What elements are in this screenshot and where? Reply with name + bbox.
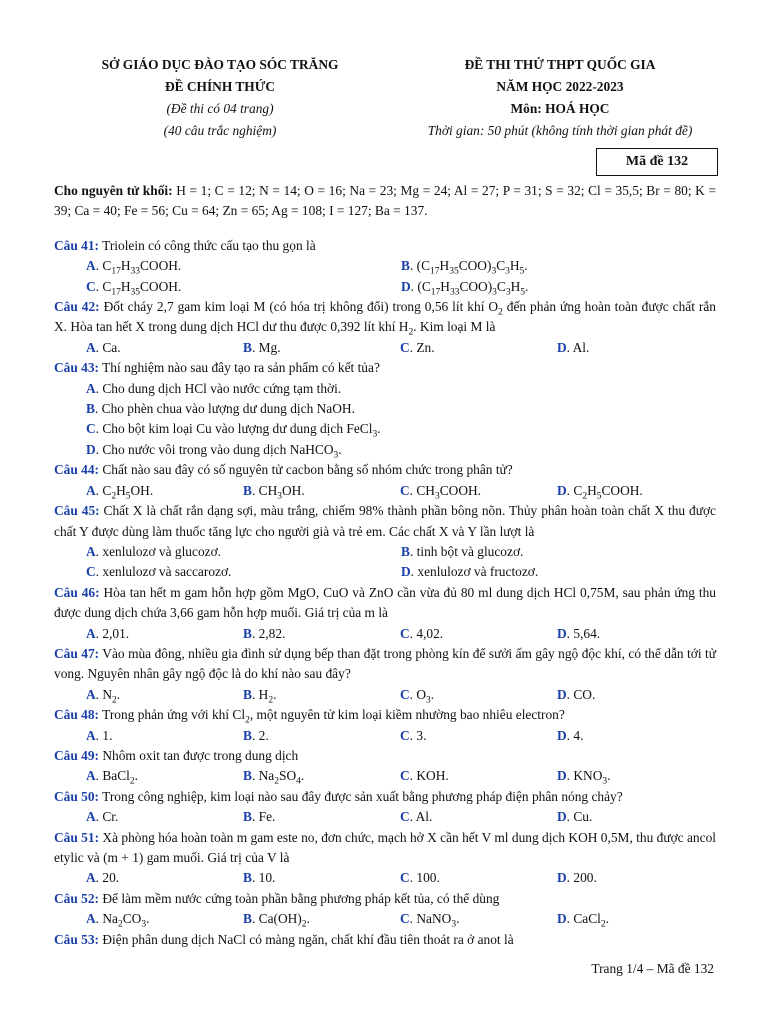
question — [54, 644, 716, 705]
option-c[interactable] — [86, 562, 401, 582]
option-text: . $Ca(OH)_2$. — [251, 911, 310, 930]
option-text: . $C_{17}H_{33}COOH$. — [95, 258, 182, 277]
question-number: Câu 42: — [54, 299, 100, 315]
question-stem — [54, 828, 716, 869]
option-row — [54, 685, 716, 705]
option-d[interactable] — [401, 562, 716, 582]
question-stem — [54, 501, 716, 542]
option-text: . NaNO$_3$. — [409, 911, 460, 930]
question-stem — [54, 705, 716, 725]
option-letter: D — [401, 278, 411, 294]
option-d[interactable] — [557, 807, 714, 827]
option-text: . KOH. — [409, 768, 449, 784]
question-text: Để làm mềm nước cứng toàn phần bằng phương pháp kết tủa, có thể dùng — [99, 890, 500, 906]
option-b[interactable] — [243, 766, 400, 786]
option-text: . $C_{17}H_{35}COOH$. — [95, 278, 182, 298]
option-row — [54, 766, 716, 786]
option-a[interactable] — [86, 726, 243, 746]
option-letter: A — [86, 543, 96, 559]
option-text: . $CH_3COOH$. — [409, 482, 482, 502]
option-c[interactable] — [400, 766, 557, 786]
option-text: . $C_2H_5COOH$. — [566, 482, 643, 502]
option-a[interactable] — [86, 338, 243, 358]
option-text: . 2,82. — [251, 625, 286, 641]
question — [54, 236, 716, 297]
page-count-note: (Đề thi có 04 trang) — [166, 101, 274, 116]
option-letter: C — [400, 727, 410, 743]
option-letter: C — [400, 911, 410, 927]
option-text: . 5,64. — [566, 625, 601, 641]
option-text: . Al. — [566, 339, 590, 355]
page-footer: Trang 1/4 – Mã đề 132 — [591, 961, 714, 976]
option-letter: C — [86, 421, 96, 437]
question-number: Câu 53: — [54, 931, 100, 947]
question-text: Trong công nghiệp, kim loại nào sau đây được sản xuất bằng phương pháp điện phân nóng chảy? — [99, 788, 623, 804]
option-text: . Fe. — [251, 809, 276, 825]
question-text: Trong phản ứng với khí $Cl_2$, một nguyên tử kim loại kiềm nhường bao nhiêu electron? — [99, 707, 565, 726]
option-a[interactable] — [86, 685, 243, 705]
question-stem — [54, 460, 716, 480]
question-number: Câu 48: — [54, 707, 100, 723]
question-text: Nhôm oxit tan được trong dung dịch — [99, 747, 299, 763]
option-text: . $H_2$. — [251, 686, 277, 706]
question — [54, 746, 716, 787]
subject: Môn: HOÁ HỌC — [510, 101, 610, 116]
option-b[interactable] — [243, 338, 400, 358]
option-b[interactable] — [401, 542, 716, 562]
option-c[interactable] — [400, 685, 557, 705]
exam-body — [54, 181, 716, 950]
question — [54, 501, 716, 583]
question-stem — [54, 889, 716, 909]
option-d[interactable] — [557, 685, 714, 705]
question-stem — [54, 236, 716, 256]
question-number: Câu 43: — [54, 360, 100, 376]
question — [54, 787, 716, 828]
question-text: Đốt cháy 2,7 gam kim loại M (có hóa trị không đổi) trong 0,56 lít khí $O_2$ đến phản ứng hoàn toàn được chất rắn X. Hòa tan hết X trong dung dịch HCl dư thu được 0,392 lít khí $H_2$. Kim loại M là — [54, 299, 716, 339]
header-left — [60, 54, 380, 142]
option-text: . 100. — [409, 870, 440, 886]
option-text: . Cho dung dịch HCl vào nước cứng tạm thời. — [95, 380, 342, 396]
atomic-mass-info — [54, 181, 716, 222]
option-text: . 200. — [566, 870, 597, 886]
option-c[interactable] — [400, 726, 557, 746]
option-c[interactable] — [400, 481, 557, 501]
option-b[interactable] — [243, 807, 400, 827]
option-letter: B — [243, 870, 252, 886]
option-letter: B — [243, 339, 252, 355]
option-text: . 10. — [251, 870, 276, 886]
option-text: . Ca. — [95, 339, 121, 355]
option-text: . xenlulozơ và saccarozơ. — [95, 564, 232, 580]
option-d[interactable] — [401, 277, 716, 297]
option-text: . xenlulozơ và glucozơ. — [95, 543, 222, 559]
question-number: Câu 51: — [54, 829, 100, 845]
option-letter: D — [557, 625, 567, 641]
exam-header — [0, 54, 768, 144]
option-row — [54, 868, 716, 888]
option-letter: A — [86, 380, 96, 396]
question — [54, 889, 716, 930]
option-text: . BaCl$_2$. — [95, 768, 139, 788]
option-c[interactable] — [86, 419, 716, 439]
option-letter: A — [86, 339, 96, 355]
question — [54, 358, 716, 460]
question — [54, 705, 716, 746]
option-b[interactable] — [243, 481, 400, 501]
option-row — [54, 379, 716, 399]
question-number: Câu 52: — [54, 890, 100, 906]
option-letter: D — [86, 441, 96, 457]
question-list — [54, 236, 716, 950]
option-c[interactable] — [86, 277, 401, 297]
question-number: Câu 41: — [54, 237, 100, 253]
option-letter: A — [86, 258, 96, 274]
time-limit: Thời gian: 50 phút (không tính thời gian phát đề) — [427, 123, 693, 138]
option-d[interactable] — [557, 481, 714, 501]
option-letter: D — [557, 482, 567, 498]
option-row — [54, 542, 716, 562]
option-letter: B — [86, 401, 95, 417]
option-b[interactable] — [243, 624, 400, 644]
option-letter: C — [400, 768, 410, 784]
option-text: . 2. — [251, 727, 269, 743]
official-label: ĐỀ CHÍNH THỨC — [164, 79, 276, 94]
option-a[interactable] — [86, 868, 243, 888]
option-row — [54, 419, 716, 439]
option-text: . tinh bột và glucozơ. — [409, 543, 524, 559]
option-row — [54, 399, 716, 419]
option-text: . 3. — [409, 727, 427, 743]
school-year: NĂM HỌC 2022-2023 — [496, 79, 624, 94]
option-letter: D — [557, 686, 567, 702]
option-text: . CaCl$_2$. — [566, 911, 610, 930]
option-letter: B — [401, 258, 410, 274]
option-letter: C — [400, 870, 410, 886]
question-number: Câu 50: — [54, 788, 100, 804]
question-stem — [54, 746, 716, 766]
header-right — [400, 54, 720, 142]
option-letter: D — [401, 564, 411, 580]
option-text: . Al. — [409, 809, 433, 825]
option-a[interactable] — [86, 766, 243, 786]
option-letter: D — [557, 727, 567, 743]
exam-title: ĐỀ THI THỬ THPT QUỐC GIA — [464, 57, 656, 72]
option-letter: B — [243, 911, 252, 927]
option-b[interactable] — [243, 726, 400, 746]
option-letter: C — [400, 809, 410, 825]
option-text: . $Na_2CO_3$. — [95, 911, 150, 930]
option-letter: B — [243, 625, 252, 641]
option-letter: B — [243, 809, 252, 825]
option-b[interactable] — [86, 399, 716, 419]
question-text: Chất X là chất rắn dạng sợi, màu trắng, chiếm 98% thành phần bông nõn. Thủy phân hoàn toàn chất X thu được chất Y được dùng làm thuốc tăng lực cho người già và trẻ em. Các chất X và Y lần lượt là — [54, 503, 717, 539]
option-b[interactable] — [243, 685, 400, 705]
option-text: . Cr. — [95, 809, 119, 825]
question — [54, 930, 716, 950]
question-number: Câu 47: — [54, 645, 100, 661]
option-letter: C — [400, 625, 410, 641]
option-text: . 2,01. — [95, 625, 130, 641]
option-d[interactable] — [557, 624, 714, 644]
question-text: Chất nào sau đây có số nguyên tử cacbon bằng số nhóm chức trong phân tử? — [99, 462, 513, 478]
option-letter: A — [86, 809, 96, 825]
option-row — [54, 624, 716, 644]
option-text: . Mg. — [251, 339, 281, 355]
option-a[interactable] — [86, 624, 243, 644]
option-letter: A — [86, 768, 96, 784]
option-d[interactable] — [557, 868, 714, 888]
option-b[interactable] — [401, 256, 716, 276]
option-letter: C — [400, 686, 410, 702]
option-row — [54, 562, 716, 582]
option-d[interactable] — [86, 440, 716, 460]
option-a[interactable] — [86, 807, 243, 827]
question — [54, 297, 716, 358]
option-a[interactable] — [86, 256, 401, 276]
question — [54, 583, 716, 644]
option-text: . Cho bột kim loại Cu vào lượng dư dung dịch FeCl$_3$. — [95, 421, 381, 441]
option-letter: C — [86, 278, 96, 294]
question-stem — [54, 644, 716, 685]
option-c[interactable] — [400, 624, 557, 644]
question-text: Hòa tan hết m gam hỗn hợp gồm MgO, CuO và ZnO cần vừa đủ 80 ml dung dịch HCl 0,75M, sau phản ứng thu được dung dịch chứa 3,66 gam hỗn hợp muối. Giá trị của m là — [54, 584, 716, 621]
option-text: . xenlulozơ và fructozơ. — [410, 564, 539, 580]
option-text: . $CH_3OH$. — [251, 482, 305, 502]
atomic-mass-label: Cho nguyên tử khối: — [54, 183, 173, 198]
option-text: . $O_3$. — [409, 686, 435, 706]
option-row — [54, 338, 716, 358]
option-text: . 20. — [95, 870, 120, 886]
question-text: Điện phân dung dịch NaCl có màng ngăn, chất khí đầu tiên thoát ra ở anot là — [99, 931, 514, 947]
question-stem — [54, 787, 716, 807]
question-stem — [54, 930, 716, 950]
option-row — [54, 440, 716, 460]
question-text: Triolein có công thức cấu tạo thu gọn là — [99, 237, 316, 253]
option-a[interactable] — [86, 481, 243, 501]
option-letter: A — [86, 727, 96, 743]
option-letter: A — [86, 482, 96, 498]
question-text: Xà phòng hóa hoàn toàn m gam este no, đơn chức, mạch hở X cần hết V ml dung dịch KOH 0,5M, thu được ancol etylic và (m + 1) gam muối. Giá trị của V là — [54, 829, 716, 865]
option-text: . $Na_2SO_4$. — [251, 768, 305, 788]
option-letter: A — [86, 911, 96, 927]
option-row — [54, 726, 716, 746]
option-d[interactable] — [557, 338, 714, 358]
option-d[interactable] — [557, 909, 714, 929]
question-text: Thí nghiệm nào sau đây tạo ra sản phẩm có kết tủa? — [99, 360, 380, 376]
option-text: . $(C_{17}H_{35}COO)_3C_3H_5$. — [409, 258, 528, 277]
department-name: SỞ GIÁO DỤC ĐÀO TẠO SÓC TRĂNG — [101, 57, 339, 72]
option-letter: B — [401, 543, 410, 559]
option-text: . Cho nước vôi trong vào dung dịch NaHCO$_3$. — [95, 441, 342, 461]
option-text: . Cho phèn chua vào lượng dư dung dịch NaOH. — [94, 401, 355, 417]
option-letter: C — [400, 339, 410, 355]
question-stem — [54, 358, 716, 378]
question-number: Câu 46: — [54, 584, 100, 600]
option-c[interactable] — [400, 807, 557, 827]
option-letter: C — [400, 482, 410, 498]
option-text: . 1. — [95, 727, 113, 743]
question-stem — [54, 583, 716, 624]
option-text: . $N_2$. — [95, 686, 121, 706]
option-text: . 4,02. — [409, 625, 444, 641]
option-text: . $KNO_3$. — [566, 768, 611, 788]
option-row — [54, 909, 716, 929]
option-c[interactable] — [400, 909, 557, 929]
option-text: . $(C_{17}H_{33}COO)_3C_3H_5$. — [410, 278, 529, 298]
atomic-mass-values: H = 1; C = 12; N = 14; O = 16; Na = 23; Mg = 24; Al = 27; P = 31; S = 32; Cl = 35,5; Br = 80; K = 39; Ca = 40; Fe = 56; Cu = 64; Zn = 65; Ag = 108; I = 127; Ba = 137. — [54, 183, 717, 219]
option-letter: D — [557, 339, 567, 355]
option-a[interactable] — [86, 379, 716, 399]
option-text: . CO. — [566, 686, 596, 702]
option-a[interactable] — [86, 542, 401, 562]
question-number: Câu 45: — [54, 503, 100, 519]
option-letter: B — [243, 482, 252, 498]
option-letter: B — [243, 686, 252, 702]
option-letter: C — [86, 564, 96, 580]
option-letter: B — [243, 727, 252, 743]
question — [54, 460, 716, 501]
option-c[interactable] — [400, 868, 557, 888]
option-row — [54, 256, 716, 276]
question-count-note: (40 câu trắc nghiệm) — [163, 123, 277, 138]
option-b[interactable] — [243, 868, 400, 888]
option-letter: D — [557, 870, 567, 886]
option-text: . $C_2H_5OH$. — [95, 482, 154, 502]
option-letter: A — [86, 686, 96, 702]
option-letter: A — [86, 625, 96, 641]
option-letter: D — [557, 768, 567, 784]
question-stem — [54, 297, 716, 338]
option-text: . 4. — [566, 727, 584, 743]
option-row — [54, 481, 716, 501]
option-row — [54, 807, 716, 827]
question-number: Câu 44: — [54, 462, 100, 478]
option-d[interactable] — [557, 726, 714, 746]
question-text: Vào mùa đông, nhiều gia đình sử dụng bếp than đặt trong phòng kín để sưởi ấm gây ngộ độc khí, có thể dẫn tới tử vong. Nguyên nhân gây ngộ độc là do khí nào sau đây? — [54, 645, 716, 682]
option-letter: D — [557, 911, 567, 927]
option-d[interactable] — [557, 766, 714, 786]
question — [54, 828, 716, 889]
option-c[interactable] — [400, 338, 557, 358]
question-number: Câu 49: — [54, 747, 100, 763]
option-b[interactable] — [243, 909, 400, 929]
option-letter: D — [557, 809, 567, 825]
option-text: . Cu. — [566, 809, 593, 825]
option-letter: A — [86, 870, 96, 886]
option-a[interactable] — [86, 909, 243, 929]
option-letter: B — [243, 768, 252, 784]
option-text: . Zn. — [409, 339, 435, 355]
exam-code-box: Mã đề 132 — [596, 148, 718, 176]
option-row — [54, 277, 716, 297]
